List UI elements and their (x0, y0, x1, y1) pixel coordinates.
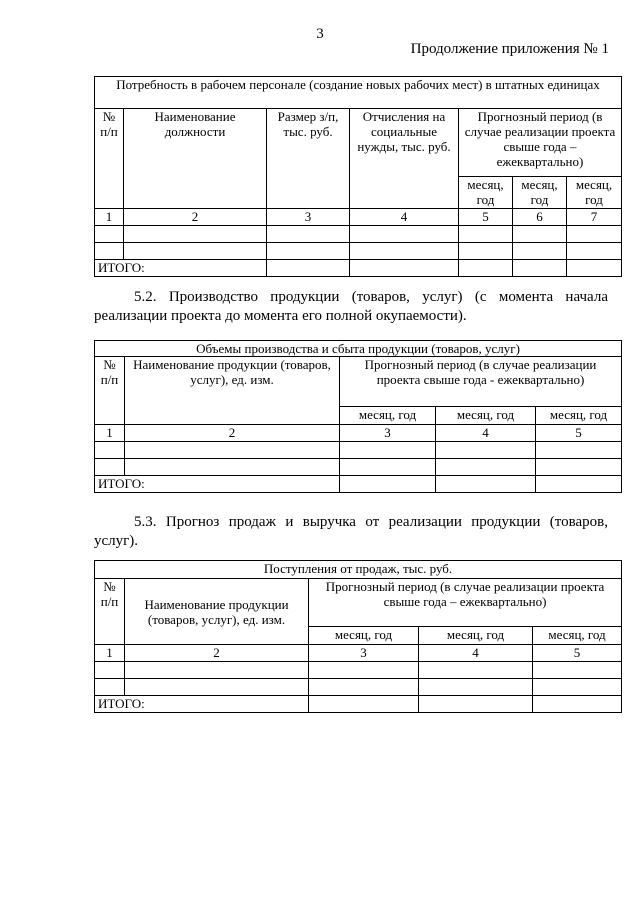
section-5-3: 5.3. Прогноз продаж и выручка от реализации продукции (товаров, услуг). (94, 514, 608, 549)
table1-num-cell: 1 (95, 209, 124, 226)
table2-total: ИТОГО: (95, 476, 340, 493)
staff-needs-table (94, 76, 622, 277)
table1-col-position: Наименование должности (124, 109, 267, 209)
table3-num-cell: 2 (125, 645, 309, 662)
table2-num-cell: 1 (95, 425, 125, 442)
table2-sub-month: месяц, год (340, 407, 436, 425)
table-row (95, 442, 622, 459)
table2-title: Объемы производства и сбыта продукции (товаров, услуг) (95, 341, 622, 357)
table3-col-name: Наименование продукции (товаров, услуг), ед. изм. (125, 579, 309, 645)
table3-numbers-row (95, 645, 622, 662)
table1-sub-month: месяц, год (459, 177, 513, 209)
table2-col-name: Наименование продукции (товаров, услуг), ед. изм. (125, 357, 340, 425)
table3-num-cell: 4 (419, 645, 533, 662)
appendix-title: Продолжение приложения № 1 (410, 41, 609, 57)
table2-sub-month: месяц, год (536, 407, 622, 425)
table1-col-period: Прогнозный период (в случае реализации проекта свыше года – ежеквартально) (459, 109, 622, 177)
table1-col-social: Отчисления на социальные нужды, тыс. руб. (350, 109, 459, 209)
table3-sub-month: месяц, год (419, 627, 533, 645)
table2-num-cell: 4 (436, 425, 536, 442)
table2-col-period: Прогнозный период (в случае реализации проекта свыше года - ежеквартально) (340, 357, 622, 407)
table1-num-cell: 3 (267, 209, 350, 226)
table3-total: ИТОГО: (95, 696, 309, 713)
table3-sub-month: месяц, год (309, 627, 419, 645)
table2-num-cell: 2 (125, 425, 340, 442)
table-row (95, 679, 622, 696)
table3-num-cell: 5 (533, 645, 622, 662)
table2-col-num: № п/п (95, 357, 125, 425)
section-5-2: 5.2. Производство продукции (товаров, услуг) (с момента начала реализации проекта до момента его полной окупаемости). (94, 289, 608, 324)
table1-col-salary: Размер з/п, тыс. руб. (267, 109, 350, 209)
table-row (95, 459, 622, 476)
table1-col-num: № п/п (95, 109, 124, 209)
table1-num-cell: 4 (350, 209, 459, 226)
table3-sub-month: месяц, год (533, 627, 622, 645)
table1-num-cell: 5 (459, 209, 513, 226)
table3-col-num: № п/п (95, 579, 125, 645)
table2-sub-month: месяц, год (436, 407, 536, 425)
table1-sub-month: месяц, год (513, 177, 567, 209)
table3-num-cell: 3 (309, 645, 419, 662)
table2-num-cell: 5 (536, 425, 622, 442)
table2-numbers-row (95, 425, 622, 442)
production-volume-table (94, 340, 622, 493)
table3-num-cell: 1 (95, 645, 125, 662)
table1-total: ИТОГО: (95, 260, 267, 277)
page-number: 3 (316, 26, 324, 42)
table1-num-cell: 6 (513, 209, 567, 226)
sales-revenue-table (94, 560, 622, 713)
table1-numbers-row (95, 209, 622, 226)
table1-num-cell: 7 (567, 209, 622, 226)
table-row (95, 243, 622, 260)
table1-sub-month: месяц, год (567, 177, 622, 209)
table1-num-cell: 2 (124, 209, 267, 226)
table2-num-cell: 3 (340, 425, 436, 442)
table3-title: Поступления от продаж, тыс. руб. (95, 561, 622, 579)
table-row (95, 226, 622, 243)
table1-title: Потребность в рабочем персонале (создание новых рабочих мест) в штатных единицах (95, 77, 622, 109)
table-row (95, 662, 622, 679)
table3-col-period: Прогнозный период (в случае реализации проекта свыше года – ежеквартально) (309, 579, 622, 627)
